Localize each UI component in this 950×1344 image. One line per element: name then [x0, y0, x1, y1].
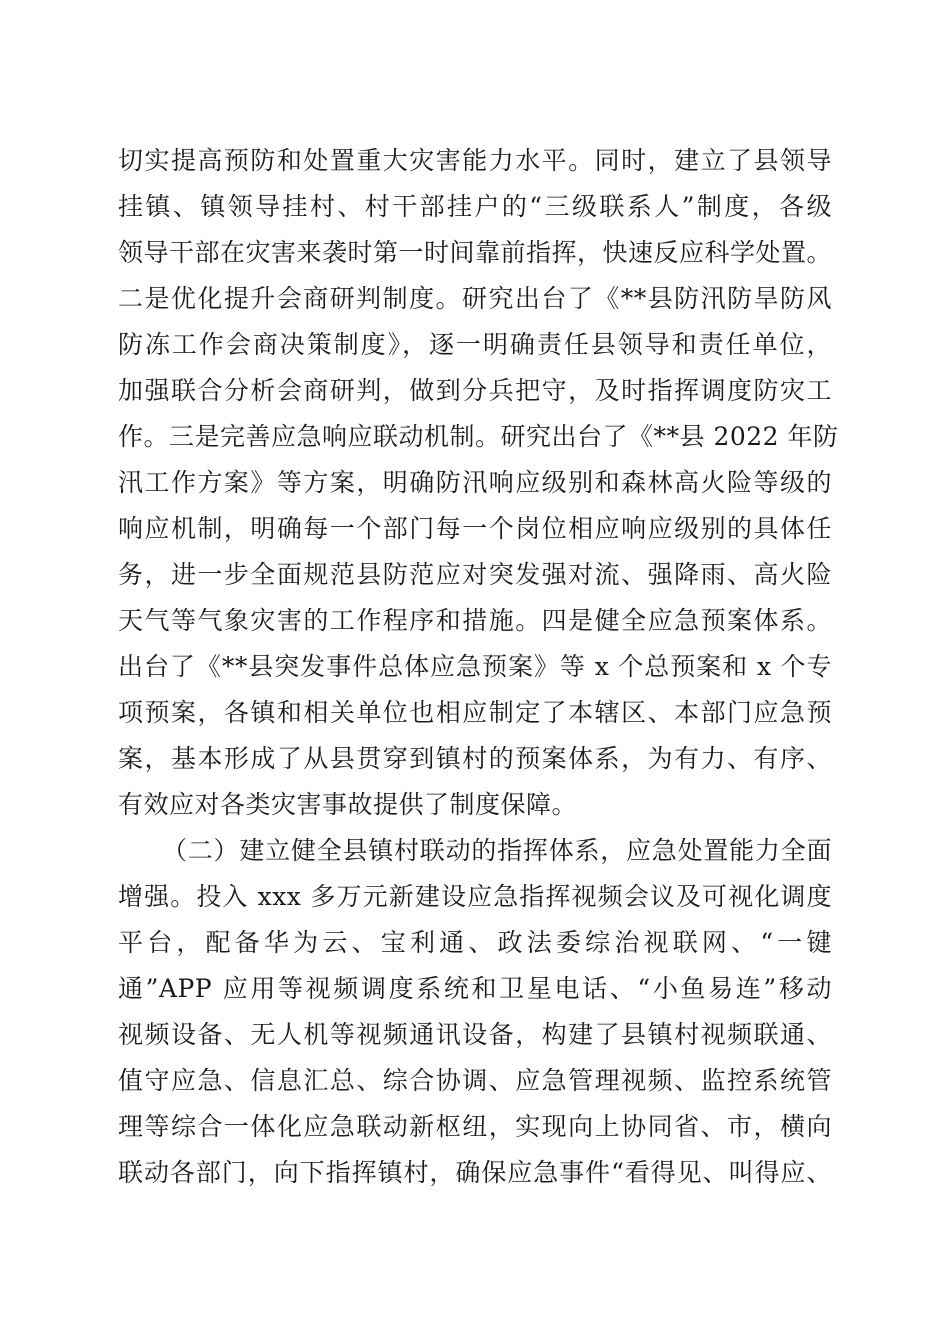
paragraph-line: 通”APP 应用等视频调度系统和卫星电话、“小鱼易连”移动	[118, 974, 832, 1003]
paragraph-line: 务，进一步全面规范县防范应对突发强对流、强降雨、高火险	[118, 560, 832, 589]
section-heading-line: （二）建立健全县镇村联动的指挥体系，应急处置能力全面	[162, 836, 832, 865]
paragraph-line: 视频设备、无人机等视频通讯设备，构建了县镇村视频联通、	[118, 1020, 832, 1049]
paragraph-line: 联动各部门，向下指挥镇村，确保应急事件“看得见、叫得应、	[118, 1158, 832, 1187]
paragraph-line: 案，基本形成了从县贯穿到镇村的预案体系，为有力、有序、	[118, 744, 832, 773]
paragraph-line: 领导干部在灾害来袭时第一时间靠前指挥，快速反应科学处置。	[118, 238, 833, 267]
paragraph-line: 加强联合分析会商研判，做到分兵把守，及时指挥调度防灾工	[118, 376, 832, 405]
paragraph-line: 二是优化提升会商研判制度。研究出台了《**县防汛防旱防风	[118, 284, 832, 313]
paragraph-line: 值守应急、信息汇总、综合协调、应急管理视频、监控系统管	[118, 1066, 832, 1095]
paragraph-line: 出台了《**县突发事件总体应急预案》等 x 个总预案和 x 个专	[118, 652, 832, 681]
paragraph-line: 天气等气象灾害的工作程序和措施。四是健全应急预案体系。	[118, 606, 832, 635]
paragraph-line: 项预案，各镇和相关单位也相应制定了本辖区、本部门应急预	[118, 698, 832, 727]
paragraph-line: 挂镇、镇领导挂村、村干部挂户的“三级联系人”制度，各级	[118, 192, 832, 221]
paragraph-line: 防冻工作会商决策制度》，逐一明确责任县领导和责任单位，	[118, 330, 832, 359]
paragraph-line: 汛工作方案》等方案，明确防汛响应级别和森林高火险等级的	[118, 468, 832, 497]
paragraph-line: 作。三是完善应急响应联动机制。研究出台了《**县 2022 年防	[118, 422, 839, 451]
paragraph-last-line: 有效应对各类灾害事故提供了制度保障。	[118, 790, 578, 819]
paragraph-line: 响应机制，明确每一个部门每一个岗位相应响应级别的具体任	[118, 514, 832, 543]
paragraph-line: 切实提高预防和处置重大灾害能力水平。同时，建立了县领导	[118, 146, 832, 175]
paragraph-line: 平台，配备华为云、宝利通、政法委综治视联网、“一键	[118, 928, 832, 957]
paragraph-line: 增强。投入 xxx 多万元新建设应急指挥视频会议及可视化调度	[118, 882, 832, 911]
paragraph-line: 理等综合一体化应急联动新枢纽，实现向上协同省、市，横向	[118, 1112, 832, 1141]
